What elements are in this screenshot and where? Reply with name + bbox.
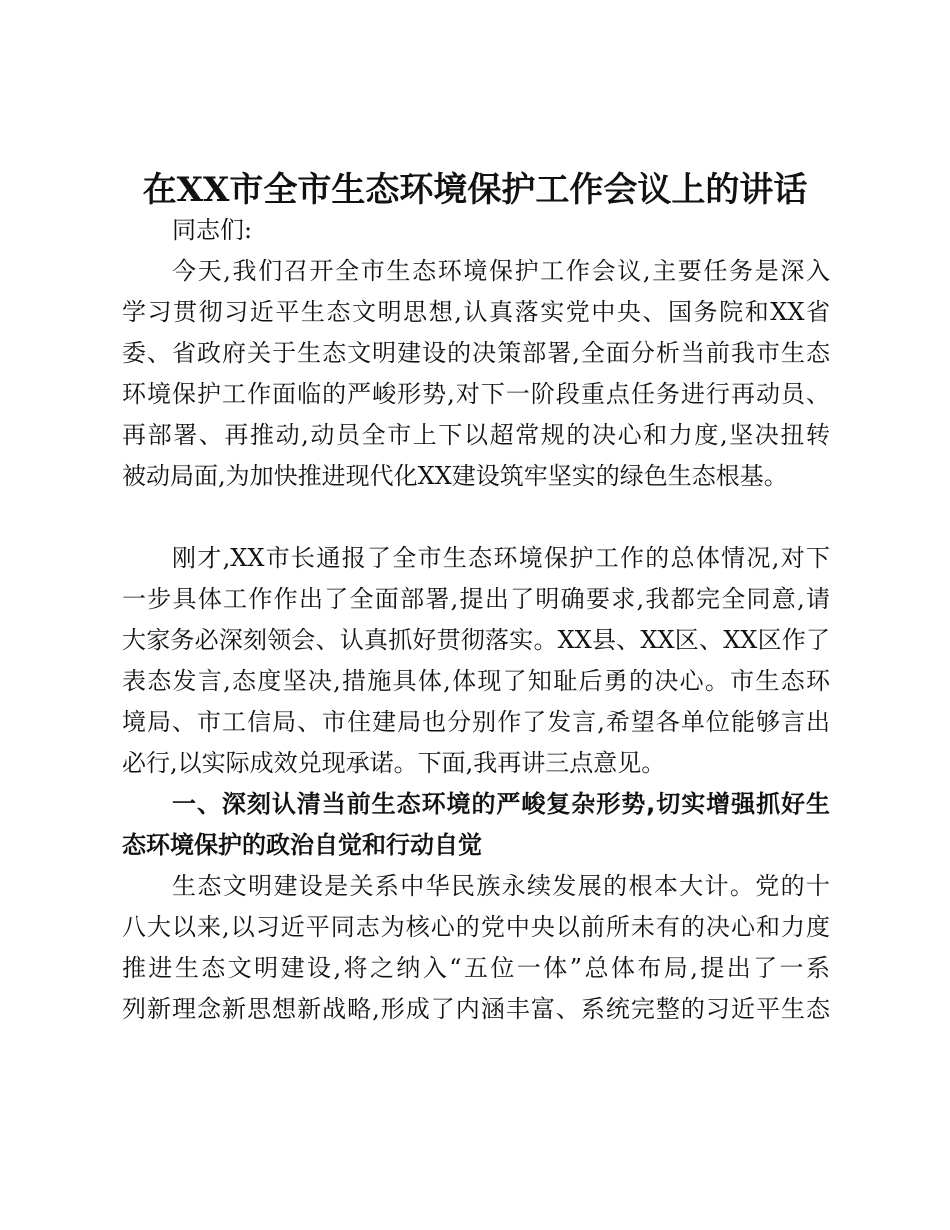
paragraph-line: 列新理念新思想新战略,形成了内涵丰富、系统完整的习近平生态 [122,995,830,1023]
paragraph-line: 生态文明建设是关系中华民族永续发展的根本大计。党的十 [172,872,830,900]
paragraph-line: 大家务必深刻领会、认真抓好贯彻落实。XX县、XX区、XX区作了 [122,626,830,654]
salutation: 同志们: [172,216,253,244]
document-title: 在XX市全市生态环境保护工作会议上的讲话 [142,170,808,210]
paragraph-line: 学习贯彻习近平生态文明思想,认真落实党中央、国务院和XX省 [122,298,830,326]
paragraph-line: 刚才,XX市长通报了全市生态环境保护工作的总体情况,对下 [172,544,830,572]
paragraph-line: 一步具体工作作出了全面部署,提出了明确要求,我都完全同意,请 [122,585,830,613]
paragraph-line: 推进生态文明建设,将之纳入“五位一体”总体布局,提出了一系 [122,954,830,982]
paragraph-line: 环境保护工作面临的严峻形势,对下一阶段重点任务进行再动员、 [122,380,830,408]
paragraph-line: 境局、市工信局、市住建局也分别作了发言,希望各单位能够言出 [122,708,830,736]
section-heading: 一、深刻认清当前生态环境的严峻复杂形势,切实增强抓好生 [172,790,830,818]
paragraph-line: 被动局面,为加快推进现代化XX建设筑牢坚实的绿色生态根基。 [122,462,788,490]
section-heading: 态环境保护的政治自觉和行动自觉 [122,831,482,859]
paragraph-line: 再部署、再推动,动员全市上下以超常规的决心和力度,坚决扭转 [122,421,830,449]
paragraph-line: 必行,以实际成效兑现承诺。下面,我再讲三点意见。 [122,749,666,777]
paragraph-line: 表态发言,态度坚决,措施具体,体现了知耻后勇的决心。市生态环 [122,667,830,695]
paragraph-line: 委、省政府关于生态文明建设的决策部署,全面分析当前我市生态 [122,339,830,367]
paragraph-line: 今天,我们召开全市生态环境保护工作会议,主要任务是深入 [172,257,830,285]
paragraph-line: 八大以来,以习近平同志为核心的党中央以前所未有的决心和力度 [122,913,830,941]
